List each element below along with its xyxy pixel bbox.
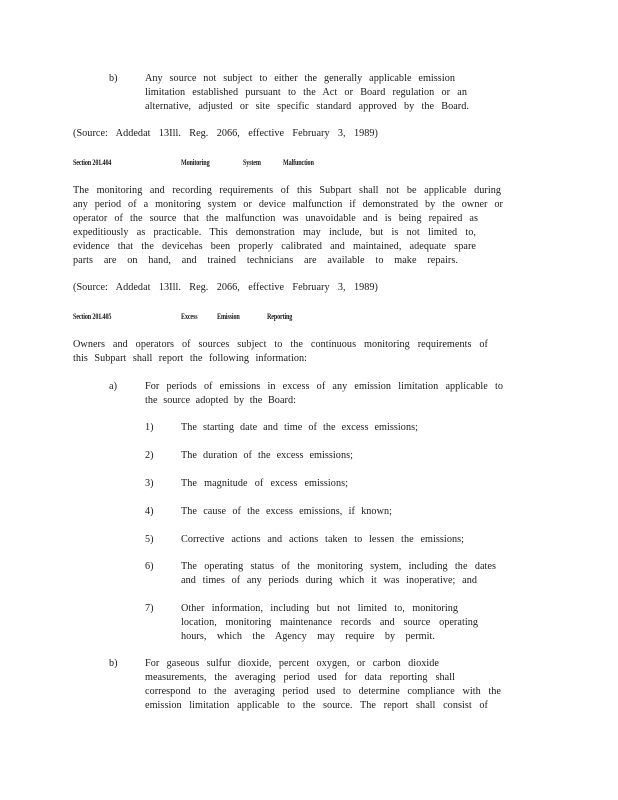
subitem-text: Other information, including but not limited to, monitoring <box>181 603 458 614</box>
section-title-word: Emission <box>217 311 240 321</box>
section-title-word: Monitoring <box>181 157 210 167</box>
paragraph-line: Owners and operators of sources subject to the continuous monitoring requirements of <box>73 339 488 350</box>
paragraph-line: this Subpart shall report the following information: <box>73 353 307 364</box>
text-line: measurements, the averaging period used for data reporting shall <box>145 672 455 683</box>
subitem-text: The duration of the excess emissions; <box>181 450 353 461</box>
subitem-text: Corrective actions and actions taken to lessen the emissions; <box>181 534 464 545</box>
subitem-number: 5) <box>145 534 154 545</box>
text-line: alternative, adjusted or site specific standard approved by the Board. <box>145 101 469 112</box>
section-number: Section 201.405 <box>73 311 112 321</box>
text-line: the source adopted by the Board: <box>145 395 296 406</box>
item-label: b) <box>109 658 118 669</box>
source-note: (Source: Addedat 13Ill. Reg. 2066, effective February 3, 1989) <box>73 128 378 139</box>
paragraph-line: operator of the source that the malfunction was unavoidable and is being repaired as <box>73 213 478 224</box>
subitem-text: The cause of the excess emissions, if known; <box>181 506 392 517</box>
item-label: a) <box>109 381 118 392</box>
subitem-number: 7) <box>145 603 154 614</box>
section-number: Section 201.404 <box>73 157 112 167</box>
text-line: Any source not subject to either the generally applicable emission <box>145 73 455 84</box>
section-title-word: Reporting <box>267 311 293 321</box>
paragraph-line: The monitoring and recording requirements of this Subpart shall not be applicable during <box>73 185 501 196</box>
text-line: limitation established pursuant to the Act or Board regulation or an <box>145 87 467 98</box>
subitem-text: The starting date and time of the excess emissions; <box>181 422 418 433</box>
item-label: b) <box>109 73 118 84</box>
subitem-number: 1) <box>145 422 154 433</box>
subitem-text: and times of any periods during which it was inoperative; and <box>181 575 477 586</box>
subitem-text: The operating status of the monitoring system, including the dates <box>181 561 496 572</box>
subitem-number: 6) <box>145 561 154 572</box>
subitem-text: location, monitoring maintenance records and source operating <box>181 617 478 628</box>
subitem-text: hours, which the Agency may require by permit. <box>181 631 435 642</box>
subitem-text: The magnitude of excess emissions; <box>181 478 348 489</box>
subitem-number: 4) <box>145 506 154 517</box>
paragraph-line: parts are on hand, and trained technicians are available to make repairs. <box>73 255 458 266</box>
paragraph-line: any period of a monitoring system or device malfunction if demonstrated by the owner or <box>73 199 503 210</box>
text-line: correspond to the averaging period used to determine compliance with the <box>145 686 501 697</box>
paragraph-line: evidence that the devicehas been properly calibrated and maintained, adequate spare <box>73 241 476 252</box>
section-title-word: Excess <box>181 311 198 321</box>
paragraph-line: expeditiously as practicable. This demonstration may include, but is not limited to, <box>73 227 476 238</box>
section-title-word: System <box>243 157 261 167</box>
text-line: emission limitation applicable to the source. The report shall consist of <box>145 700 488 711</box>
section-title-word: Malfunction <box>283 157 314 167</box>
source-note: (Source: Addedat 13Ill. Reg. 2066, effective February 3, 1989) <box>73 282 378 293</box>
subitem-number: 2) <box>145 450 154 461</box>
text-line: For periods of emissions in excess of any emission limitation applicable to <box>145 381 503 392</box>
text-line: For gaseous sulfur dioxide, percent oxygen, or carbon dioxide <box>145 658 439 669</box>
subitem-number: 3) <box>145 478 154 489</box>
